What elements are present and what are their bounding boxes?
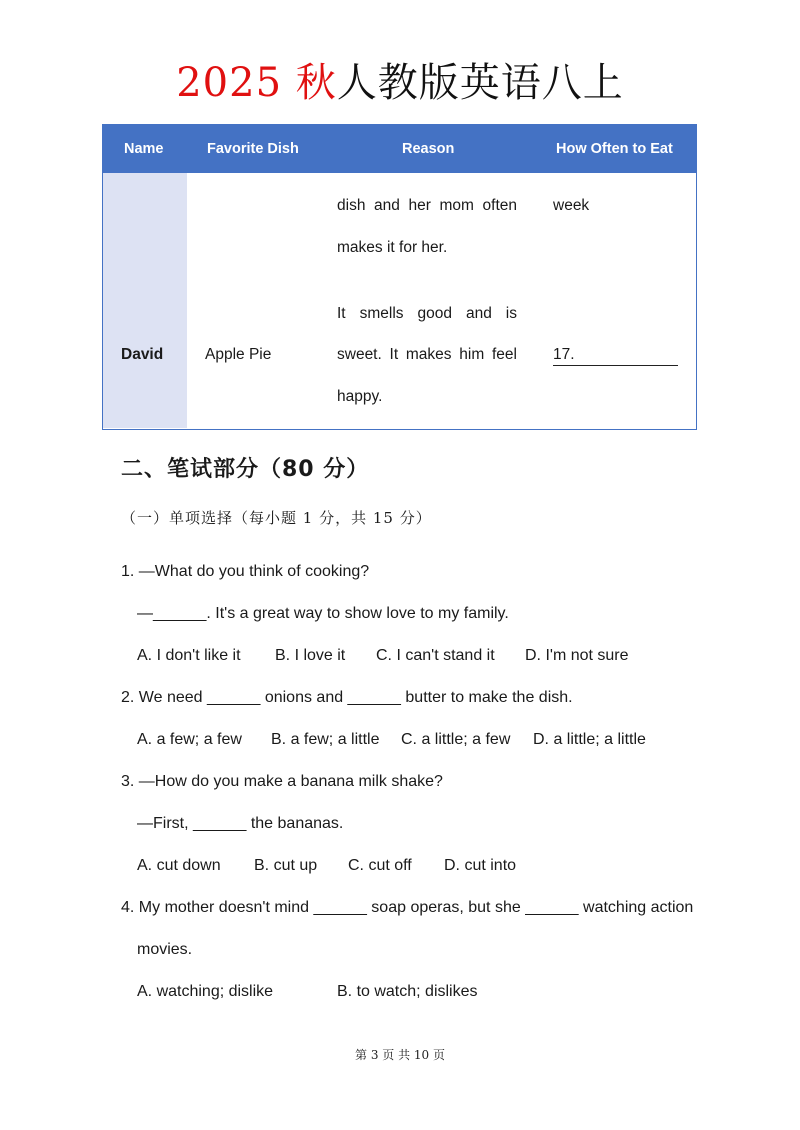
question-4-line2: movies. [137, 941, 193, 958]
col-header-dish: Favorite Dish [207, 141, 299, 157]
question-2-option-a: A. a few; a few [137, 731, 242, 748]
question-3-option-a: A. cut down [137, 857, 221, 874]
david-reason-line1: It smells good and is [337, 305, 517, 322]
question-3-stem: 3. —How do you make a banana milk shake? [121, 773, 443, 790]
question-1-option-a: A. I don't like it [137, 647, 241, 664]
prev-frequency: week [553, 197, 590, 214]
question-1-line2: —______. It's a great way to show love to my family. [137, 605, 509, 622]
dish-table [102, 124, 697, 430]
question-1-stem: 1. —What do you think of cooking? [121, 563, 370, 580]
question-3-option-c: C. cut off [348, 857, 412, 874]
question-4-stem: 4. My mother doesn't mind ______ soap operas, but she ______ watching action [121, 899, 694, 916]
question-2-stem: 2. We need ______ onions and ______ butter to make the dish. [121, 689, 573, 706]
david-reason-line2: sweet. It makes him feel [337, 346, 517, 363]
col-header-name: Name [124, 141, 164, 157]
question-3-option-d: D. cut into [444, 857, 517, 874]
col-header-reason: Reason [402, 141, 455, 157]
table-header [103, 125, 696, 173]
question-3-option-b: B. cut up [254, 857, 318, 874]
page-footer: 第 3 页 共 10 页 [355, 1048, 445, 1062]
question-1-option-b: B. I love it [275, 647, 346, 664]
question-2-option-b: B. a few; a little [271, 731, 380, 748]
answer-blank-17: 17. [553, 345, 678, 366]
david-frequency-blank [553, 334, 678, 376]
prev-reason-line1: dish and her mom often [337, 197, 517, 214]
question-1-option-d: D. I'm not sure [525, 647, 629, 664]
subsection-title: （一）单项选择（每小题 1 分，共 15 分） [121, 509, 432, 527]
title-year: 2025 秋 [176, 60, 337, 106]
section-title: 二、笔试部分（80 分） [121, 457, 370, 482]
document-title [0, 58, 800, 108]
name-column-shade [103, 173, 187, 428]
david-name: David [121, 346, 164, 363]
col-header-frequency: How Often to Eat [556, 141, 673, 157]
question-2-option-d: D. a little; a little [533, 731, 646, 748]
prev-reason-line2: makes it for her. [337, 239, 448, 256]
question-2-option-c: C. a little; a few [401, 731, 511, 748]
question-3-line2: —First, ______ the bananas. [137, 815, 344, 832]
question-4-option-a: A. watching; dislike [137, 983, 274, 1000]
question-1-option-c: C. I can't stand it [376, 647, 495, 664]
david-dish: Apple Pie [205, 346, 272, 363]
question-4-option-b: B. to watch; dislikes [337, 983, 478, 1000]
title-text: 人教版英语八上 [336, 60, 624, 106]
david-reason-line3: happy. [337, 388, 383, 405]
